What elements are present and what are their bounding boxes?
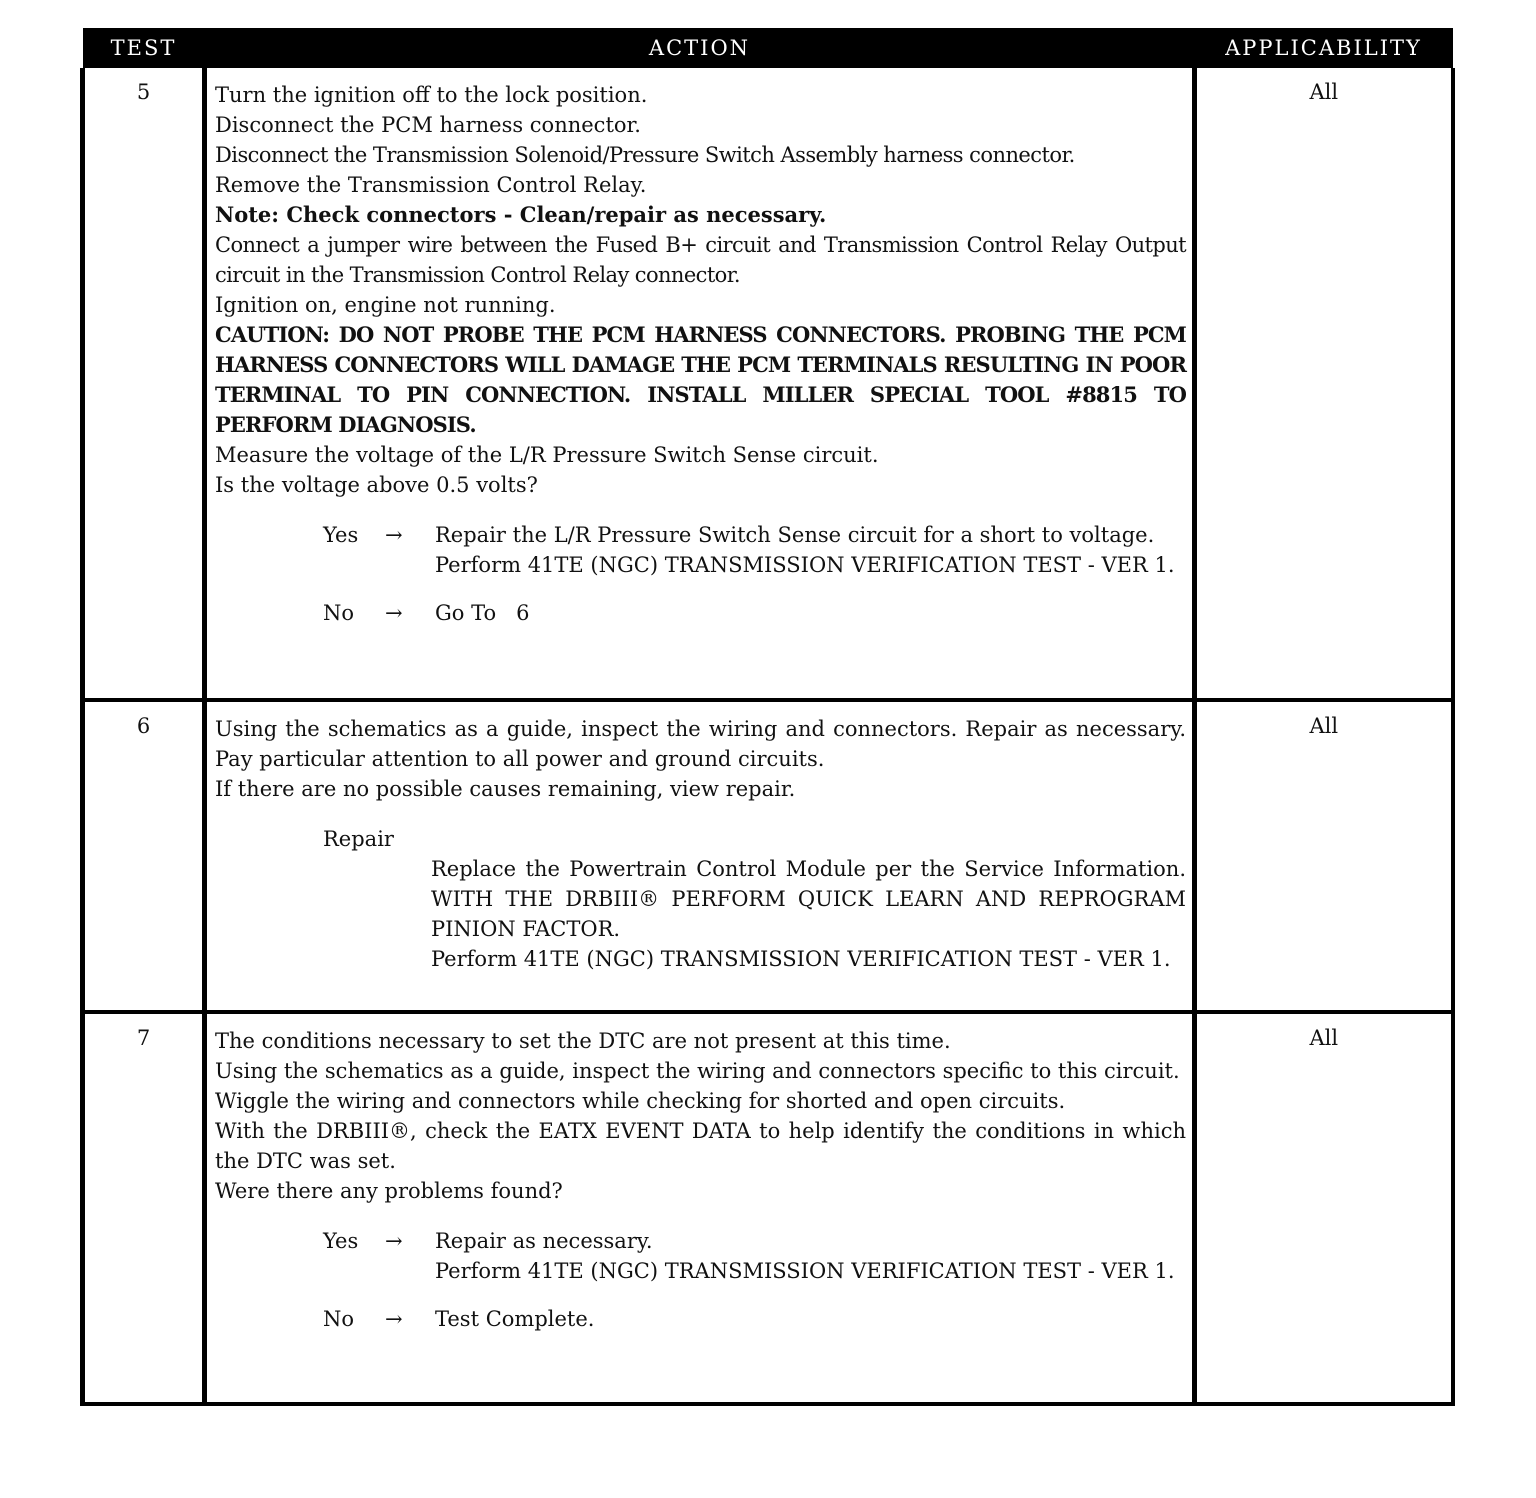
- header-action: ACTION: [205, 28, 1195, 68]
- verification-test-text: Perform 41TE (NGC) TRANSMISSION VERIFICATION TEST - VER 1.: [431, 947, 1171, 971]
- no-label: No: [323, 601, 355, 625]
- yes-result: [435, 1226, 1186, 1286]
- applicability-value: All: [1195, 68, 1453, 700]
- right-arrow-icon: →: [385, 523, 403, 547]
- action-step: Connect a jumper wire between the Fused B+ circuit and Transmission Control Relay Output circuit in the Transmission Control Relay connector.: [215, 233, 1186, 287]
- repair-label: Repair: [323, 827, 394, 851]
- table-row-test-5: [83, 68, 1453, 700]
- action-cell: [205, 700, 1195, 1012]
- outcomes: [215, 1226, 1186, 1334]
- diagnostic-table-sheet: [80, 28, 1450, 1406]
- yes-result-text: Repair the L/R Pressure Switch Sense circuit for a short to voltage.: [435, 523, 1155, 547]
- diagnostic-test-table: [80, 28, 1455, 1406]
- table-row-test-7: [83, 1012, 1453, 1404]
- question-text: Were there any problems found?: [215, 1179, 563, 1203]
- action-cell: [205, 68, 1195, 700]
- header-test: TEST: [83, 28, 205, 68]
- yes-label: Yes: [323, 1229, 359, 1253]
- outcome-yes: [215, 520, 1186, 580]
- action-step: Using the schematics as a guide, inspect the wiring and connectors. Repair as necessary. Pay particular attention to all power and ground circuits.: [215, 717, 1186, 771]
- action-step: Disconnect the Transmission Solenoid/Pressure Switch Assembly harness connector.: [215, 143, 1075, 167]
- no-result: Test Complete.: [435, 1307, 595, 1331]
- test-number: 7: [83, 1012, 205, 1404]
- outcome-yes: [215, 1226, 1186, 1286]
- applicability-value: All: [1195, 700, 1453, 1012]
- header-applicability: APPLICABILITY: [1195, 28, 1453, 68]
- no-result: Go To 6: [435, 601, 530, 625]
- applicability-value: All: [1195, 1012, 1453, 1404]
- verification-test-text: Perform 41TE (NGC) TRANSMISSION VERIFICATION TEST - VER 1.: [435, 553, 1175, 577]
- outcome-no: [215, 598, 1186, 628]
- action-step: If there are no possible causes remaining, view repair.: [215, 777, 796, 801]
- right-arrow-icon: →: [385, 1229, 403, 1253]
- outcome-no: [215, 1304, 1186, 1334]
- action-step: Turn the ignition off to the lock position.: [215, 83, 648, 107]
- action-step: Remove the Transmission Control Relay.: [215, 173, 647, 197]
- action-cell: [205, 1012, 1195, 1404]
- test-number: 5: [83, 68, 205, 700]
- test-number: 6: [83, 700, 205, 1012]
- action-step: With the DRBIII®, check the EATX EVENT DATA to help identify the conditions in which the DTC was set.: [215, 1119, 1186, 1173]
- repair-text: Replace the Powertrain Control Module per the Service Information. WITH THE DRBIII® PERFORM QUICK LEARN AND REPROGRAM PINION FACTOR.: [431, 857, 1186, 941]
- table-header-row: [83, 28, 1453, 68]
- table-row-test-6: [83, 700, 1453, 1012]
- action-step: Measure the voltage of the L/R Pressure Switch Sense circuit.: [215, 443, 879, 467]
- verification-test-text: Perform 41TE (NGC) TRANSMISSION VERIFICATION TEST - VER 1.: [435, 1259, 1175, 1283]
- action-step: The conditions necessary to set the DTC are not present at this time.: [215, 1029, 951, 1053]
- caution-text: CAUTION: DO NOT PROBE THE PCM HARNESS CONNECTORS. PROBING THE PCM HARNESS CONNECTORS WILL DAMAGE THE PCM TERMINALS RESULTING IN POOR TERMINAL TO PIN CONNECTION. INSTALL MILLER SPECIAL TOOL #8815 TO PERFORM DIAGNOSIS.: [215, 322, 1186, 437]
- note-text: Note: Check connectors - Clean/repair as necessary.: [215, 202, 827, 227]
- outcomes: [215, 520, 1186, 628]
- action-step: Using the schematics as a guide, inspect the wiring and connectors specific to this circuit.: [215, 1059, 1180, 1083]
- no-label: No: [323, 1307, 355, 1331]
- action-step: Wiggle the wiring and connectors while checking for shorted and open circuits.: [215, 1089, 1066, 1113]
- right-arrow-icon: →: [385, 601, 403, 625]
- question-text: Is the voltage above 0.5 volts?: [215, 473, 538, 497]
- yes-result: [435, 520, 1186, 580]
- right-arrow-icon: →: [385, 1307, 403, 1331]
- yes-label: Yes: [323, 523, 359, 547]
- action-step: Ignition on, engine not running.: [215, 293, 556, 317]
- action-step: Disconnect the PCM harness connector.: [215, 113, 641, 137]
- yes-result-text: Repair as necessary.: [435, 1229, 653, 1253]
